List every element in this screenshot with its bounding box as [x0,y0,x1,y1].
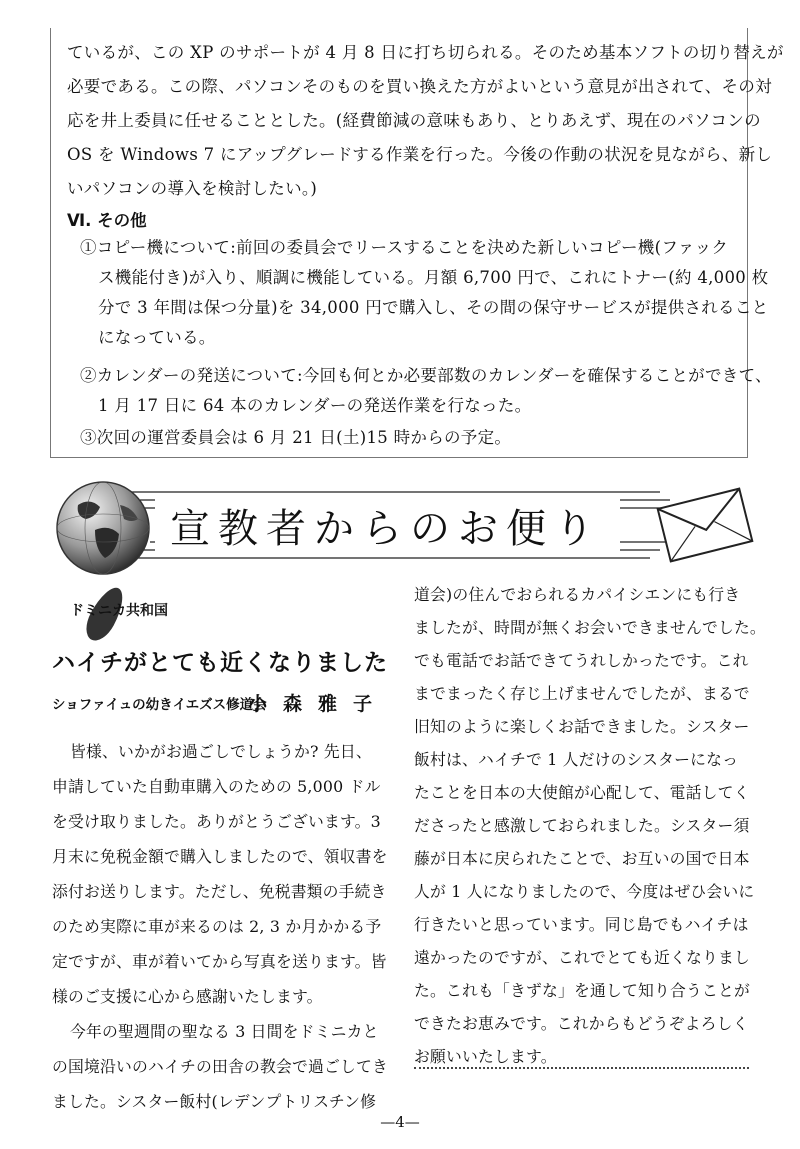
item-line: ③次回の運営委員会は 6 月 21 日(土)15 時からの予定。 [80,428,512,447]
article-line: できたお恵みです。これからもどうぞよろしく [414,1014,749,1033]
article-line: 定ですが、車が着いてから写真を送ります。皆 [52,952,387,971]
author-name: 小森雅子 [248,693,389,715]
article-title: ハイチがとても近くなりました [52,650,388,676]
article-line: たことを日本の大使館が心配して、電話してく [414,783,750,802]
report-line: ているが、この XP のサポートが 4 月 8 日に打ち切られる。そのため基本ソフトの切り替えが [67,43,784,62]
item-line: ①コピー機について:前回の委員会でリースすることを決めた新しいコピー機(ファック [80,238,729,257]
report-line: いパソコンの導入を検討したい。) [67,179,318,198]
item-line: 分で 3 年間は保つ分量)を 34,000 円で購入し、その間の保守サービスが提供されること [98,298,769,317]
article-line: ました。シスター飯村(レデンプトリスチン修 [52,1092,377,1111]
article-line: のため実際に車が来るのは 2, 3 か月かかる予 [52,917,382,936]
globe-icon [57,482,149,574]
article-line: 月末に免税金額で購入しましたので、領収書を [52,847,388,866]
banner-graphic [0,470,800,580]
article-line: 行きたいと思っています。同じ島でもハイチは [414,915,749,934]
article-line: ましたが、時間が無くお会いできませんでした。 [414,618,766,637]
report-line: OS を Windows 7 にアップグレードする作業を行った。今後の作動の状況を見ながら、新し [67,145,773,164]
report-line: 応を井上委員に任せることとした。(経費節減の意味もあり、とりあえず、現在のパソコンの [67,111,761,130]
organization-name: ショファイュの幼きイエズス修道会 [52,697,267,713]
article-line: た。これも「きずな」を通して知り合うことが [414,981,750,1000]
article-line: 人が 1 人になりましたので、今度はぜひ会いに [414,882,755,901]
envelope-icon [658,489,753,562]
item-line: ②カレンダーの発送について:今回も何とか必要部数のカレンダーを確保することができて、 [80,366,772,385]
country-label: ドミニカ共和国 [70,603,168,619]
section-banner [0,470,800,580]
article-line: 添付お送りします。ただし、免税書類の手続き [52,882,387,901]
article-line: ださったと感激しておられました。シスター須 [414,816,750,835]
end-divider [414,1067,749,1069]
item-line: になっている。 [98,328,216,347]
section-heading: Ⅵ. その他 [67,211,147,230]
article-line: 遠かったのですが、これでとても近くなりまし [414,948,750,967]
article-line: 申請していた自動車購入のための 5,000 ドル [52,777,381,796]
page-number: —4— [380,1113,420,1131]
report-line: 必要である。この際、パソコンそのものを買い換えた方がよいという意見が出されて、その対 [67,77,772,96]
article-line: までまったく存じ上げませんでしたが、まるで [414,684,750,703]
article-line: 旧知のように楽しくお話できました。シスター [414,717,750,736]
article-line: でも電話でお話できてうれしかったです。これ [414,651,749,670]
article-line: を受け取りました。ありがとうございます。3 [52,812,381,831]
banner-title: 宣教者からのお便り [170,506,602,552]
article-line: 飯村は、ハイチで 1 人だけのシスターになっ [414,750,739,769]
item-line: ス機能付き)が入り、順調に機能している。月額 6,700 円で、これにトナー(約 4,000 枚 [98,268,769,287]
article-line: 藤が日本に戻られたことで、お互いの国で日本 [414,849,750,868]
article-line: 今年の聖週間の聖なる 3 日間をドミニカと [70,1022,379,1041]
article-line: 様のご支援に心から感謝いたします。 [52,987,323,1006]
item-line: 1 月 17 日に 64 本のカレンダーの発送作業を行なった。 [98,396,532,415]
article-line: 道会)の住んでおられるカパイシエンにも行き [414,585,741,604]
article-line: の国境沿いのハイチの田舎の教会で過ごしてき [52,1057,388,1076]
article-line: 皆様、いかがお過ごしでしょうか? 先日、 [70,742,372,761]
article-line: お願いいたします。 [414,1047,557,1066]
